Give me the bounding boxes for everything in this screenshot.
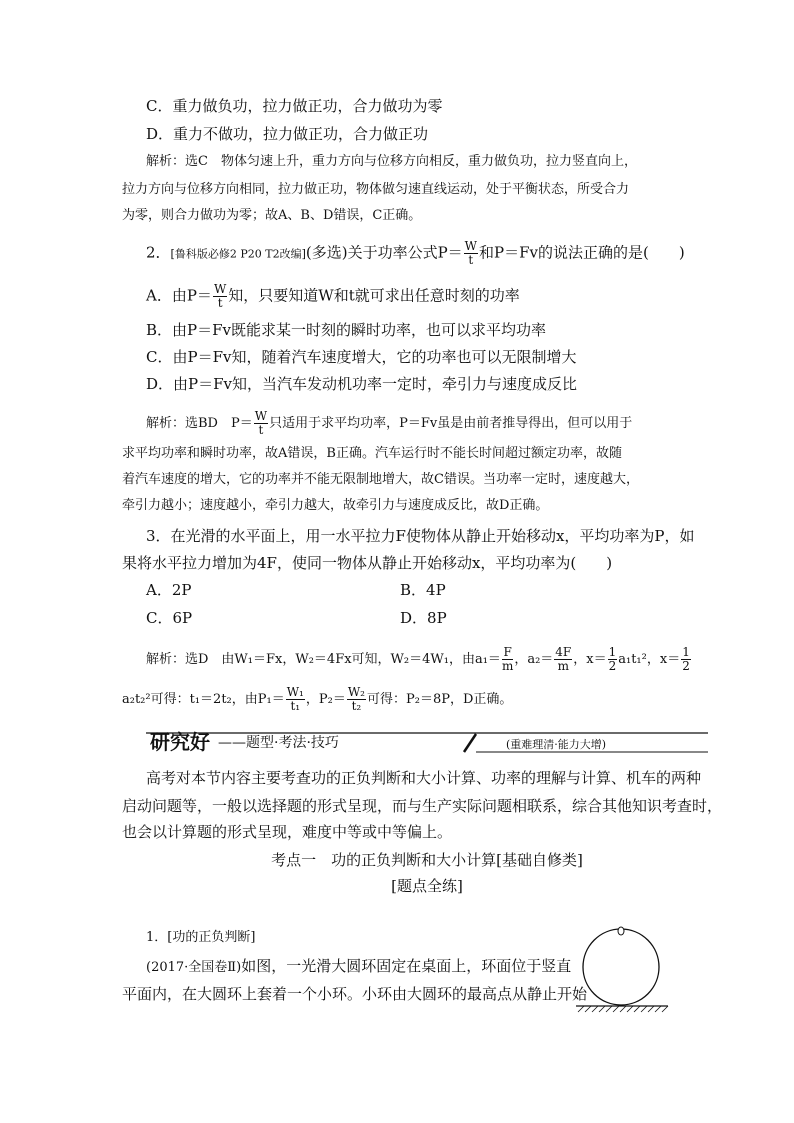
section-subtitle: ——题型·考法·技巧 bbox=[218, 735, 339, 751]
q3-frac-half1-den: 2 bbox=[608, 659, 617, 673]
intro-line3: 也会以计算题的形式呈现，难度中等或中等偏上。 bbox=[122, 823, 453, 841]
q3-option-d: D．8P bbox=[400, 609, 447, 627]
q2-option-d: D．由P＝Fv知，当汽车发动机功率一定时，牵引力与速度成反比 bbox=[146, 375, 578, 393]
q2-source: [鲁科版必修2 P20 T2改编] bbox=[170, 247, 306, 261]
q2-number: 2． bbox=[146, 243, 171, 262]
q2-stem-a: (多选)关于功率公式P＝ bbox=[305, 243, 463, 262]
q2-sol-a: 解析：选BD P＝ bbox=[146, 416, 253, 431]
kaodian-heading: 考点一 功的正负判断和大小计算[基础自修类] bbox=[271, 851, 583, 869]
q3-sol1-b: ，a₂＝ bbox=[514, 652, 554, 667]
q1-solution-line1: 解析：选C 物体匀速上升，重力方向与位移方向相反，重力做负功，拉力竖直向上， bbox=[146, 154, 637, 169]
q3-frac-half2-den: 2 bbox=[682, 659, 690, 673]
q2-opta-frac-num: W bbox=[213, 282, 227, 296]
q3-frac-a1-den: m bbox=[501, 659, 514, 673]
section-header bbox=[146, 730, 708, 754]
q3-frac-p1 bbox=[286, 686, 305, 713]
q3-frac-p2-den: t₂ bbox=[351, 699, 362, 713]
q3-sol1-a: 解析：选D 由W₁＝Fx，W₂＝4Fx可知，W₂＝4W₁，由a₁＝ bbox=[146, 652, 501, 667]
q3-frac-half2 bbox=[681, 646, 691, 673]
q3-sol2-c: 可得：P₂＝8P，D正确。 bbox=[367, 692, 513, 707]
q2-fraction bbox=[464, 240, 478, 267]
q3-option-c: C．6P bbox=[146, 609, 193, 627]
q3-frac-a2-den: m bbox=[557, 659, 569, 673]
practice1-text1: 如图，一光滑大圆环固定在桌面上，环面位于竖直 bbox=[241, 957, 572, 975]
q3-option-a: A．2P bbox=[146, 581, 192, 599]
q2-solution-line4: 牵引力越小；速度越小，牵引力越大，故牵引力与速度成反比，故D正确。 bbox=[122, 498, 549, 513]
q2-stem bbox=[146, 240, 685, 267]
q3-sol2-a: a₂t₂²可得：t₁＝2t₂，由P₁＝ bbox=[122, 692, 285, 707]
q3-stem-line1: 3．在光滑的水平面上，用一水平拉力F使物体从静止开始移动x，平均功率为P，如 bbox=[146, 527, 695, 545]
q2-option-c: C．由P＝Fv知，随着汽车速度增大，它的功率也可以无限制增大 bbox=[146, 348, 577, 366]
q2-option-a-fraction bbox=[213, 283, 227, 310]
small-ring bbox=[618, 927, 624, 935]
intro-line2: 启动问题等，一般以选择题的形式呈现，而与生产实际问题相联系，综合其他知识考查时， bbox=[122, 797, 723, 815]
table-hatching bbox=[578, 1006, 668, 1012]
q3-solution-line2 bbox=[122, 686, 512, 713]
q3-frac-p2-num: W₂ bbox=[347, 685, 365, 699]
q2-option-b: B．由P＝Fv既能求某一时刻的瞬时功率，也可以求平均功率 bbox=[146, 321, 547, 339]
section-title: 研究好 bbox=[150, 730, 210, 754]
q3-frac-p2 bbox=[347, 686, 366, 713]
practice1-line1 bbox=[146, 956, 571, 978]
q2-opta-frac-den: t bbox=[217, 296, 223, 310]
q3-sol1-d: a₁t₁²，x＝ bbox=[618, 652, 681, 667]
practice1-label: 1．[功的正负判断] bbox=[146, 930, 256, 945]
q3-frac-p1-num: W₁ bbox=[286, 685, 304, 699]
q3-frac-a2-num: 4F bbox=[555, 645, 572, 659]
q2-solution-line2: 求平均功率和瞬时功率，故A错误，B正确。汽车运行时不能长时间超过额定功率，故随 bbox=[122, 446, 622, 461]
q2-option-a bbox=[146, 283, 520, 310]
q2-solution-line1 bbox=[146, 410, 632, 437]
intro-line1: 高考对本节内容主要考查功的正负判断和大小计算、功率的理解与计算、机车的两种 bbox=[146, 769, 702, 787]
q2-stem-b: 和P＝Fv的说法正确的是( ) bbox=[479, 243, 685, 262]
q1-solution-line2: 拉力方向与位移方向相同，拉力做正功，物体做匀速直线运动，处于平衡状态，所受合力 bbox=[122, 182, 630, 197]
q1-option-d: D．重力不做功，拉力做正功，合力做正功 bbox=[146, 125, 429, 143]
q3-sol1-c: ，x＝ bbox=[573, 652, 607, 667]
q3-frac-half1 bbox=[608, 646, 618, 673]
q3-frac-a1-num: F bbox=[503, 645, 512, 659]
q2-frac-num: W bbox=[464, 239, 478, 253]
tidian-heading: [题点全练] bbox=[391, 877, 463, 895]
section-tag: (重难理清·能力大增) bbox=[506, 738, 607, 751]
q3-frac-half2-num: 1 bbox=[682, 645, 690, 659]
q3-frac-p1-den: t₁ bbox=[290, 699, 301, 713]
q2-sol-frac-den: t bbox=[258, 423, 264, 437]
q3-sol2-b: ，P₂＝ bbox=[305, 692, 346, 707]
practice1-line2: 平面内，在大圆环上套着一个小环。小环由大圆环的最高点从静止开始 bbox=[122, 985, 588, 1003]
q2-option-a-text-a: A．由P＝ bbox=[146, 286, 212, 305]
q3-solution-line1 bbox=[146, 646, 692, 673]
q1-solution-line3: 为零，则合力做功为零；故A、B、D错误，C正确。 bbox=[122, 208, 422, 223]
large-ring bbox=[583, 929, 659, 1005]
ring-figure bbox=[572, 920, 672, 1020]
q3-frac-a1 bbox=[502, 646, 513, 673]
q3-frac-half1-num: 1 bbox=[608, 645, 617, 659]
q2-option-a-text-b: 知，只要知道W和t就可求出任意时刻的功率 bbox=[228, 286, 520, 305]
q2-sol-fraction bbox=[254, 410, 268, 437]
q2-sol-frac-num: W bbox=[254, 409, 268, 423]
q3-frac-a2 bbox=[554, 646, 572, 673]
practice1-source: (2017·全国卷Ⅱ) bbox=[146, 960, 242, 975]
q2-sol-b: 只适用于求平均功率，P＝Fv虽是由前者推导得出，但可以用于 bbox=[269, 416, 633, 431]
q2-solution-line3: 着汽车速度的增大，它的功率并不能无限制地增大，故C错误。当功率一定时，速度越大， bbox=[122, 472, 639, 487]
q2-frac-den: t bbox=[468, 253, 474, 267]
q3-stem-line2: 果将水平拉力增加为4F，使同一物体从静止开始移动x，平均功率为( ) bbox=[122, 554, 613, 572]
q1-option-c: C．重力做负功，拉力做正功，合力做功为零 bbox=[146, 97, 443, 115]
q3-option-b: B．4P bbox=[400, 581, 446, 599]
